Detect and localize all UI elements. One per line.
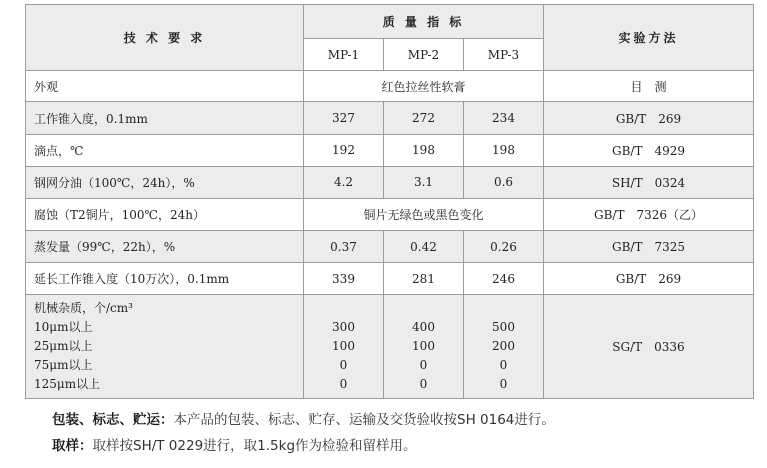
note-key: 取样： [52,438,93,454]
impurity-value: 100 [332,339,355,354]
table-row [26,295,754,399]
row-label: 钢网分油（100℃，24h），% [26,166,304,198]
impurity-value: 0 [339,358,348,373]
notes [52,407,555,459]
impurity-value: 200 [492,339,515,354]
table-row [26,71,754,102]
impurity-value: 0 [499,358,508,373]
note-sampling [52,433,555,459]
table-row [26,166,754,198]
value-mp2: 272 [384,102,464,134]
impurity-sub-label: 125μm以上 [34,377,101,392]
method-cell: GB/T 4929 [544,134,754,166]
impurity-mp2 [384,295,464,399]
impurity-value: 0 [419,377,428,392]
method-cell: GB/T 7326（乙） [544,198,754,230]
impurity-value: 100 [412,339,435,354]
grade-mp1: MP-1 [304,39,384,71]
method-cell: SH/T 0324 [544,166,754,198]
table-row [26,102,754,134]
header-row [26,5,754,39]
row-label: 蒸发量（99℃，22h），% [26,231,304,263]
value-mp1: 339 [304,263,384,295]
value-mp3: 0.26 [464,231,544,263]
impurity-sub-label: 10μm以上 [34,320,93,335]
value-mp2: 0.42 [384,231,464,263]
impurity-sub-label: 75μm以上 [34,358,93,373]
impurity-mp3 [464,295,544,399]
impurity-value: 0 [419,358,428,373]
value-mp3: 246 [464,263,544,295]
method-cell: GB/T 269 [544,102,754,134]
impurity-value: 0 [339,377,348,392]
header-method: 实验方法 [544,5,754,71]
value-mp3: 0.6 [464,166,544,198]
value-mp2: 281 [384,263,464,295]
value-mp1: 0.37 [304,231,384,263]
value-mp3: 198 [464,134,544,166]
impurity-title: 机械杂质，个/cm³ [34,301,133,316]
row-label: 外观 [26,71,304,102]
value-mp1: 4.2 [304,166,384,198]
header-quality: 质 量 指 标 [304,5,544,39]
method-cell: GB/T 269 [544,263,754,295]
table-row [26,134,754,166]
value-mp3: 234 [464,102,544,134]
grade-mp2: MP-2 [384,39,464,71]
value-mp2: 3.1 [384,166,464,198]
note-key: 包装、标志、贮运： [52,412,174,428]
note-text: 取样按SH/T 0229进行，取1.5kg作为检验和留样用。 [92,438,417,454]
row-label: 滴点，℃ [26,134,304,166]
value-mp1: 327 [304,102,384,134]
impurity-value: 500 [492,320,515,335]
impurity-value: 400 [412,320,435,335]
note-packaging [52,407,555,433]
header-requirements: 技 术 要 求 [26,5,304,71]
row-label: 延长工作锥入度（10万次），0.1mm [26,263,304,295]
table-row [26,231,754,263]
impurity-sub-label: 25μm以上 [34,339,93,354]
method-cell: GB/T 7325 [544,231,754,263]
table-row [26,198,754,230]
row-label: 腐蚀（T2铜片，100℃，24h） [26,198,304,230]
table-row [26,263,754,295]
method-cell: SG/T 0336 [544,295,754,399]
spec-table [25,4,754,399]
impurity-labels [26,295,304,399]
impurity-value: 0 [499,377,508,392]
note-text: 本产品的包装、标志、贮存、运输及交货验收按SH 0164进行。 [173,412,555,428]
value-mp1: 192 [304,134,384,166]
merged-value: 红色拉丝性软膏 [304,71,544,102]
grade-mp3: MP-3 [464,39,544,71]
row-label: 工作锥入度，0.1mm [26,102,304,134]
value-mp2: 198 [384,134,464,166]
merged-value: 铜片无绿色或黑色变化 [304,198,544,230]
method-cell: 目 测 [544,71,754,102]
impurity-value: 300 [332,320,355,335]
impurity-mp1 [304,295,384,399]
